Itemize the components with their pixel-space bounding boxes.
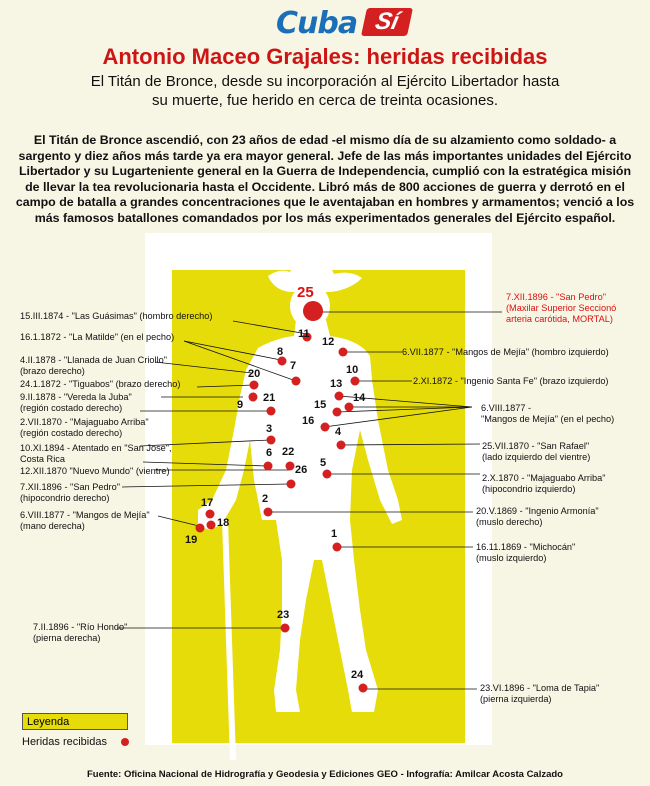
wound-number-1: 1 (331, 528, 338, 540)
wound-dot-16 (321, 423, 330, 432)
wound-number-21: 21 (263, 392, 276, 404)
label-wound-1: 16.11.1869 - "Michocán" (muslo izquierdo) (476, 542, 576, 563)
wound-dot-21 (267, 407, 276, 416)
wound-dot-6 (264, 462, 273, 471)
wound-dot-20 (250, 381, 259, 390)
wound-dot-19 (196, 524, 205, 533)
wound-number-7: 7 (290, 360, 297, 372)
page-title: Antonio Maceo Grajales: heridas recibidas (102, 44, 548, 69)
intro-paragraph: El Titán de Bronce ascendió, con 23 años de edad -el mismo día de su alzamiento como soldado- a sargento y diez años más tarde ya era mayor general. Jefe de las más importantes unidades del Ejército Libertador y su Lugarteniente general en la Guerra de Independencia, cumplió con la estratégica misión de llevar la tea revolucionaria hasta el Occidente. Libró más de 800 acciones de guerra y derrotó en el campo de batalla a grandes concentraciones que le aventajaban en hombres y armamentos; venció a los más famosos batallones comandados por los más experimentados generales del Ejército español. (15, 133, 635, 225)
label-wound-25: 7.XII.1896 - "San Pedro" (Maxilar Superior Seccionó arteria carótida, MORTAL) (506, 292, 617, 324)
wound-number-10: 10 (346, 364, 359, 376)
label-wound-21: 2.VII.1870 - "Majaguabo Arriba" (región costado derecho) (20, 417, 149, 438)
label-wound-4: 25.VII.1870 - "San Rafael" (lado izquierdo del vientre) (482, 441, 591, 462)
wound-number-3: 3 (266, 423, 273, 435)
wound-dot-25 (303, 301, 323, 321)
wound-dot-15 (333, 408, 342, 417)
label-wound-6-22: 10.XI.1894 - Atentado en "San José", Costa Rica (20, 443, 172, 464)
label-wound-12: 6.VII.1877 - "Mangos de Mejía" (hombro izquierdo) (402, 347, 609, 357)
wound-dot-23 (281, 624, 290, 633)
logo-si-badge: Sí (361, 8, 413, 36)
wound-number-4: 4 (335, 426, 342, 438)
wound-dot-2 (264, 508, 273, 517)
wound-number-15: 15 (314, 399, 327, 411)
wound-number-12: 12 (322, 336, 335, 348)
wound-dot-3 (267, 436, 276, 445)
label-wound-17-19: 6.VIII.1877 - "Mangos de Mejía" (mano derecha) (20, 510, 150, 531)
wound-number-23: 23 (277, 609, 290, 621)
wound-number-25: 25 (297, 284, 314, 301)
wound-dot-4 (337, 441, 346, 450)
wound-number-13: 13 (330, 378, 343, 390)
wound-number-8: 8 (277, 346, 284, 358)
wound-dot-1 (333, 543, 342, 552)
wound-dot-18 (207, 521, 216, 530)
label-wound-tiguabos: 24.1.1872 - "Tiguabos" (brazo derecho) (20, 379, 181, 389)
wound-number-17: 17 (201, 497, 214, 509)
wound-dot-13 (335, 392, 344, 401)
wound-number-16: 16 (302, 415, 315, 427)
label-wound-23: 7.II.1896 - "Río Hondo" (pierna derecha) (33, 622, 128, 643)
label-wound-11: 15.III.1874 - "Las Guásimas" (hombro derecho) (20, 311, 213, 321)
wound-number-19: 19 (185, 534, 198, 546)
label-wound-5: 2.X.1870 - "Majaguabo Arriba" (hipocondrio izquierdo) (482, 473, 606, 494)
label-wound-10: 2.XI.1872 - "Ingenio Santa Fe" (brazo izquierdo) (413, 376, 609, 386)
wound-number-6: 6 (266, 447, 273, 459)
wound-dot-24 (359, 684, 368, 693)
wound-number-14: 14 (353, 392, 366, 404)
wound-dot-7 (292, 377, 301, 386)
wound-number-18: 18 (217, 517, 230, 529)
legend-dot-icon (121, 738, 129, 746)
label-wound-9: 9.II.1878 - "Vereda la Juba" (región costado derecho) (20, 392, 132, 413)
wound-number-20: 20 (248, 368, 261, 380)
source-credit: Fuente: Oficina Nacional de Hidrografía y Geodesia y Ediciones GEO - Infografía: Amilcar Acosta Calzado (87, 769, 563, 780)
label-wound-2: 20.V.1869 - "Ingenio Armonía" (muslo derecho) (476, 506, 599, 527)
wound-number-5: 5 (320, 457, 327, 469)
wound-dot-22 (286, 462, 295, 471)
legend-item-label: Heridas recibidas (22, 736, 107, 748)
wound-dot-26 (287, 480, 296, 489)
logo-text: Cuba (276, 6, 358, 41)
wound-number-2: 2 (262, 493, 269, 505)
label-wound-13-16: 6.VIII.1877 - "Mangos de Mejía" (en el pecho) (481, 403, 615, 424)
wound-dot-12 (339, 348, 348, 357)
wound-number-22: 22 (282, 446, 295, 458)
label-wound-26: 7.XII.1896 - "San Pedro" (hipocondrio derecho) (20, 482, 120, 503)
wound-number-24: 24 (351, 669, 364, 681)
label-wound-24: 23.VI.1896 - "Loma de Tapia" (pierna izquierda) (480, 683, 600, 704)
legend-title: Leyenda (22, 713, 128, 730)
page-subtitle: El Titán de Bronce, desde su incorporación al Ejército Libertador hasta su muerte, fue herido en cerca de treinta ocasiones. (90, 73, 560, 109)
label-wound-7-8: 16.1.1872 - "La Matilde" (en el pecho) (20, 332, 175, 342)
wound-number-11: 11 (298, 328, 310, 340)
label-wound-20: 4.II.1878 - "Llanada de Juan Criollo" (brazo derecho) (20, 355, 167, 376)
wound-dot-10 (351, 377, 360, 386)
wound-dot-9 (249, 393, 258, 402)
wound-number-9: 9 (237, 399, 244, 411)
label-wound-3: 12.XII.1870 "Nuevo Mundo" (vientre) (20, 466, 170, 476)
wound-dot-17 (206, 510, 215, 519)
wound-dot-5 (323, 470, 332, 479)
wound-number-26: 26 (295, 464, 308, 476)
